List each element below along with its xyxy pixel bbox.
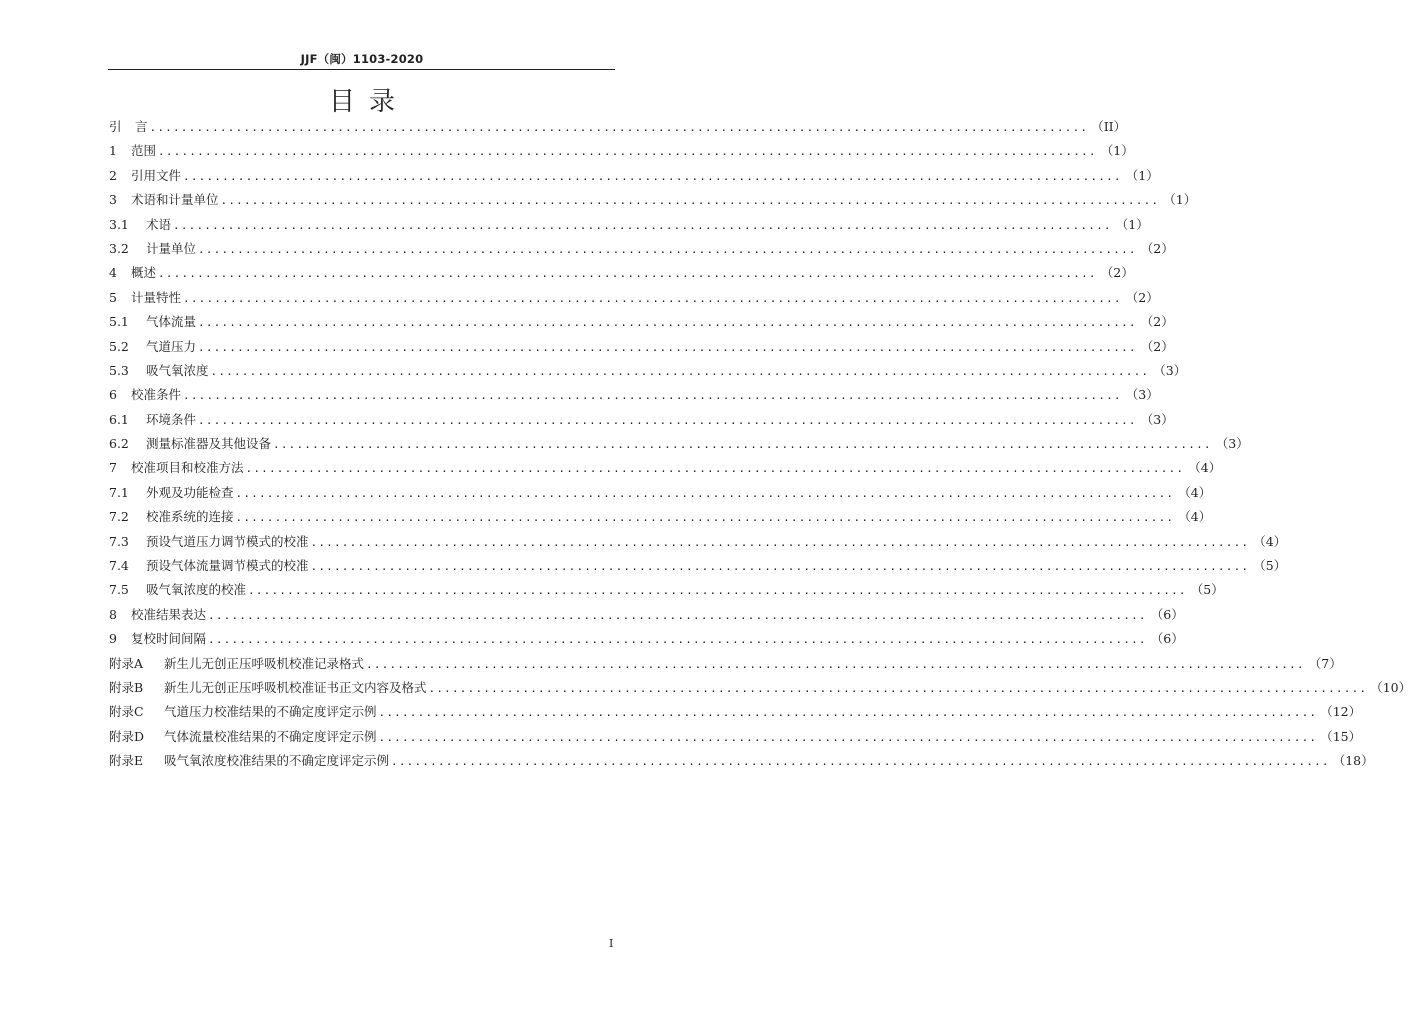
toc-entry-label: 外观及功能检查 — [146, 484, 234, 500]
toc-entry-page: （3） — [1140, 411, 1174, 427]
dot-leader: ........................................................................................................................ — [183, 291, 1122, 305]
toc-entry-label: 概述 — [131, 265, 157, 281]
toc-entry-page: （10） — [1370, 679, 1411, 695]
toc-entry-page: （6） — [1150, 606, 1184, 622]
dot-leader: ........................................................................................................................ — [149, 121, 1089, 134]
dot-leader: ........................................................................................................................ — [198, 316, 1137, 330]
dot-leader: ........................................................................................................................ — [310, 535, 1250, 549]
toc-entry-number: 引 — [109, 119, 122, 134]
toc-entry-page: （3） — [1153, 362, 1187, 378]
toc-entry-page: （2） — [1140, 338, 1174, 354]
toc-entry-number: 6 — [109, 387, 117, 403]
toc-entry-label: 复校时间间隔 — [131, 631, 207, 647]
toc-entry[interactable] — [109, 432, 1249, 456]
toc-entry-page: （5） — [1190, 582, 1224, 598]
toc-entry-number: 1 — [109, 143, 117, 159]
toc-entry-label: 预设气道压力调节模式的校准 — [146, 533, 309, 549]
dot-leader: ........................................................................................................................ — [378, 730, 1318, 744]
toc-entry-label: 校准系统的连接 — [146, 509, 234, 525]
toc-entry[interactable] — [109, 481, 1212, 505]
toc-entry[interactable] — [109, 554, 1287, 578]
toc-entry[interactable] — [109, 164, 1159, 188]
toc-entry-label: 吸气氧浓度的校准 — [146, 582, 247, 598]
page-number: I — [609, 937, 614, 950]
toc-entry-page: （1） — [1163, 192, 1197, 208]
toc-entry[interactable] — [109, 261, 1134, 285]
toc-entry[interactable] — [109, 335, 1174, 359]
toc-entry-label: 新生儿无创正压呼吸机校准证书正文内容及格式 — [164, 679, 427, 695]
toc-entry-number: 9 — [109, 631, 117, 647]
toc-entry[interactable] — [109, 383, 1159, 407]
toc-entry-number: 3.1 — [109, 216, 129, 232]
toc-entry-page: （4） — [1178, 484, 1212, 500]
toc-entry-number: 5 — [109, 289, 117, 305]
toc-entry-label: 计量特性 — [131, 289, 182, 305]
toc-entry[interactable] — [109, 578, 1224, 602]
toc-entry[interactable] — [109, 505, 1212, 529]
toc-entry-page: （4） — [1188, 460, 1222, 476]
toc-entry[interactable] — [109, 188, 1197, 212]
dot-leader: ........................................................................................................................ — [183, 389, 1122, 403]
toc-entry-page: （3） — [1125, 387, 1159, 403]
toc-entry-page: （15） — [1320, 728, 1362, 744]
toc-entry-page: （2） — [1100, 265, 1134, 281]
toc-entry-number: 2 — [109, 167, 117, 183]
toc-entry-label: 术语和计量单位 — [131, 192, 219, 208]
dot-leader: ........................................................................................................................ — [208, 633, 1147, 647]
toc-entry-number: 8 — [109, 606, 117, 622]
toc-entry-label: 气道压力 — [146, 338, 197, 354]
toc-entry-number: 6.1 — [109, 411, 129, 427]
toc-entry-label: 校准项目和校准方法 — [131, 460, 244, 476]
toc-entry-label: 气道压力校准结果的不确定度评定示例 — [164, 704, 377, 720]
toc-entry-number: 5.2 — [109, 338, 129, 354]
toc-entry-label: 计量单位 — [146, 240, 197, 256]
dot-leader: ........................................................................................................................ — [210, 364, 1150, 378]
toc-entry-label: 范围 — [131, 143, 157, 159]
dot-leader: ........................................................................................................................ — [198, 413, 1137, 427]
toc-entry-label: 环境条件 — [146, 411, 197, 427]
toc-entry-page: （II） — [1091, 119, 1127, 134]
toc-entry[interactable] — [109, 408, 1174, 432]
toc-entry-number: 附录E — [109, 753, 144, 769]
header-rule — [108, 69, 615, 70]
toc-entry[interactable] — [109, 115, 1127, 139]
toc-entry-label: 气体流量校准结果的不确定度评定示例 — [164, 728, 377, 744]
toc-entry-number: 4 — [109, 265, 117, 281]
dot-leader: ........................................................................................................................ — [183, 169, 1122, 183]
dot-leader: ........................................................................................................................ — [220, 194, 1160, 208]
toc-entry[interactable] — [109, 652, 1342, 676]
toc-entry[interactable] — [109, 700, 1362, 724]
toc-entry-page: （2） — [1125, 289, 1159, 305]
toc-entry[interactable] — [109, 530, 1287, 554]
toc-entry-number: 附录D — [109, 728, 145, 744]
toc-entry[interactable] — [109, 237, 1174, 261]
toc-entry[interactable] — [109, 456, 1222, 480]
page-title: 目录 — [328, 87, 409, 117]
toc-entry-page: （3） — [1215, 436, 1249, 452]
toc-entry[interactable] — [109, 213, 1149, 237]
toc-entry-number: 附录B — [109, 679, 144, 695]
toc-entry-label: 预设气体流量调节模式的校准 — [146, 558, 309, 574]
dot-leader: ........................................................................................................................ — [310, 560, 1250, 574]
toc-entry-number: 7.5 — [109, 582, 129, 598]
dot-leader: ........................................................................................................................ — [248, 584, 1187, 598]
toc-entry-label: 校准条件 — [131, 387, 182, 403]
toc-entry-label: 测量标准器及其他设备 — [146, 436, 272, 452]
dot-leader: ........................................................................................................................ — [366, 657, 1305, 671]
dot-leader: ........................................................................................................................ — [378, 706, 1318, 720]
dot-leader: ........................................................................................................................ — [235, 486, 1175, 500]
toc-entry-label: 校准结果表达 — [131, 606, 207, 622]
toc-entry-number: 6.2 — [109, 436, 129, 452]
dot-leader: ........................................................................................................................ — [208, 608, 1147, 622]
toc-entry[interactable] — [109, 359, 1187, 383]
toc-entry-page: （4） — [1253, 533, 1287, 549]
toc-entry-page: （2） — [1140, 314, 1174, 330]
toc-entry-page: （18） — [1332, 753, 1374, 769]
dot-leader: ........................................................................................................................ — [198, 340, 1137, 354]
toc-entry-number: 7.4 — [109, 558, 129, 574]
toc-entry-page: （1） — [1125, 167, 1159, 183]
toc-entry-number: 7.3 — [109, 533, 129, 549]
toc-entry-page: （6） — [1150, 631, 1184, 647]
toc-entry-number: 附录C — [109, 704, 144, 720]
toc-entry[interactable] — [109, 749, 1374, 773]
toc-entry[interactable] — [109, 676, 1411, 700]
toc-entry-page: （5） — [1253, 558, 1287, 574]
toc-entry-label: 吸气氧浓度校准结果的不确定度评定示例 — [164, 753, 390, 769]
toc-entry[interactable] — [109, 139, 1134, 163]
toc-entry-page: （1） — [1100, 143, 1134, 159]
toc-entry-label: 引用文件 — [131, 167, 182, 183]
toc-entry-label: 术语 — [146, 216, 172, 232]
table-of-contents — [109, 115, 1411, 774]
toc-entry[interactable] — [109, 286, 1159, 310]
toc-entry[interactable] — [109, 627, 1184, 651]
toc-entry-label: 吸气氧浓度 — [146, 362, 209, 378]
toc-entry[interactable] — [109, 725, 1362, 749]
toc-entry-number: 附录A — [109, 655, 144, 671]
dot-leader: ........................................................................................................................ — [273, 438, 1212, 452]
toc-entry-page: （7） — [1308, 655, 1342, 671]
toc-entry-label: 新生儿无创正压呼吸机校准记录格式 — [164, 655, 365, 671]
dot-leader: ........................................................................................................................ — [428, 681, 1368, 695]
toc-entry[interactable] — [109, 310, 1174, 334]
toc-entry-number: 7.1 — [109, 484, 129, 500]
dot-leader: ........................................................................................................................ — [198, 242, 1137, 256]
toc-entry-page: （12） — [1320, 704, 1362, 720]
document-code-header: JJF（闽）1103-2020 — [300, 52, 424, 66]
toc-entry-number: 7 — [109, 460, 117, 476]
toc-entry-number: 3.2 — [109, 240, 129, 256]
toc-entry-number: 7.2 — [109, 509, 129, 525]
toc-entry-page: （1） — [1115, 216, 1149, 232]
toc-entry-page: （4） — [1178, 509, 1212, 525]
dot-leader: ........................................................................................................................ — [158, 145, 1097, 159]
toc-entry-label: 言 — [135, 119, 148, 134]
toc-entry-page: （2） — [1140, 240, 1174, 256]
dot-leader: ........................................................................................................................ — [158, 267, 1097, 281]
dot-leader: ........................................................................................................................ — [235, 511, 1175, 525]
toc-entry-number: 5.1 — [109, 314, 129, 330]
dot-leader: ........................................................................................................................ — [173, 218, 1112, 232]
toc-entry-number: 3 — [109, 192, 117, 208]
toc-entry-label: 气体流量 — [146, 314, 197, 330]
toc-entry-number: 5.3 — [109, 362, 129, 378]
dot-leader: ........................................................................................................................ — [391, 755, 1330, 769]
toc-entry[interactable] — [109, 603, 1184, 627]
dot-leader: ........................................................................................................................ — [245, 462, 1185, 476]
